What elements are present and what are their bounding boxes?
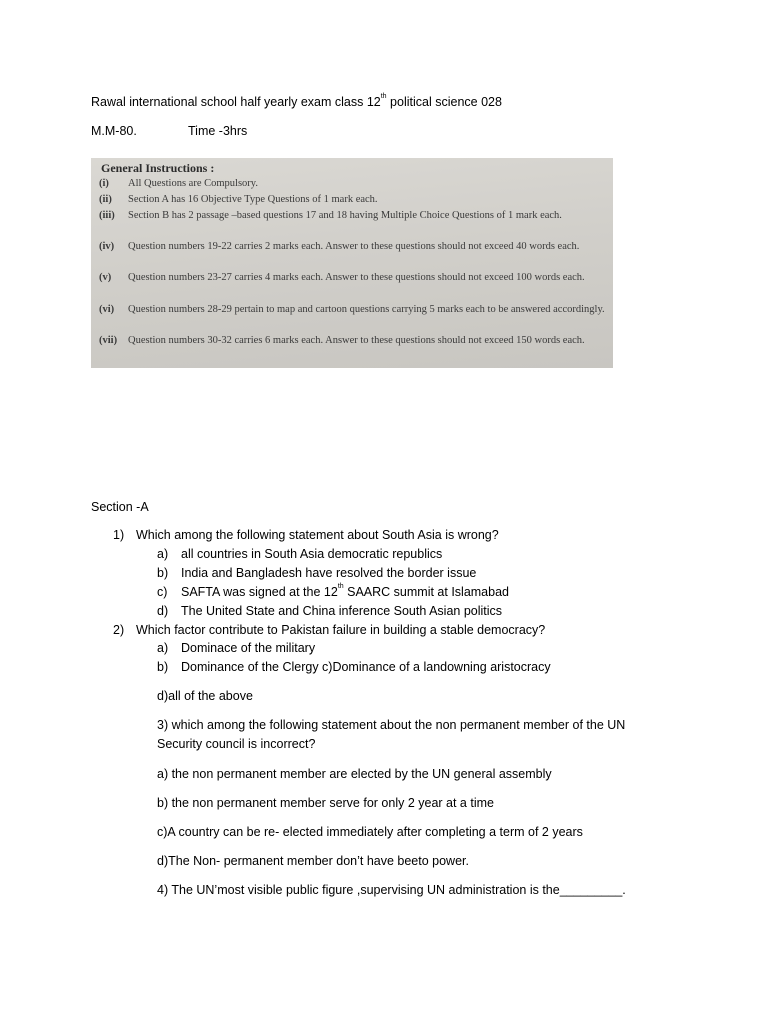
option-a: all countries in South Asia democratic republics (181, 547, 443, 561)
question-text: Which factor contribute to Pakistan failure in building a stable democracy? (136, 623, 546, 637)
section-title: Section -A (91, 500, 149, 514)
option-b-c: Dominance of the Clergy c)Dominance of a landowning aristocracy (181, 660, 551, 674)
option-a: a) the non permanent member are elected by the UN general assembly (157, 767, 552, 781)
option-marker: a) (157, 547, 169, 561)
option-d: d)all of the above (157, 689, 253, 703)
general-instructions-photo: General Instructions : (i) All Questions are Compulsory. (ii) Section A has 16 Objective Type Questions of 1 mark each. (iii) Section B has 2 passage –based questions 17 and 18 having Multiple Choice Questions of 1 mark each. (iv) Question numbers 19-22 carries 2 marks each. Answer to these questions should not exceed 40 words each. (v) Question numbers 23-27 carries 4 marks each. Answer to these questions should not exceed 100 words each. (vi) Question numbers 28-29 pertain to map and cartoon questions carrying 5 marks each to be answered accordingly. (vii) Question numbers 30-32 carries 6 marks each. Answer to these questions should not exceed 150 words each. (91, 158, 613, 368)
option-b: b) the non permanent member serve for only 2 year at a time (157, 796, 494, 810)
option-marker: d) (157, 604, 169, 618)
option-c: SAFTA was signed at the 12th SAARC summit at Islamabad (181, 583, 509, 599)
option-marker: a) (157, 641, 169, 655)
option-c: c)A country can be re- elected immediately after completing a term of 2 years (157, 825, 583, 839)
question-number: 1) (113, 528, 125, 542)
max-marks: M.M-80. (91, 124, 137, 138)
option-marker: c) (157, 585, 168, 599)
question-text-cont: Security council is incorrect? (157, 737, 316, 751)
option-marker: b) (157, 566, 169, 580)
question-text: 4) The UN’most visible public figure ,supervising UN administration is the_________. (157, 883, 626, 897)
exam-title: Rawal international school half yearly exam class 12th political science 028 (91, 93, 502, 109)
instructions-title: General Instructions : (101, 161, 215, 175)
question-text: 3) which among the following statement about the non permanent member of the UN (157, 718, 626, 732)
option-a: Dominace of the military (181, 641, 316, 655)
option-d: The United State and China inference South Asian politics (181, 604, 503, 618)
question-number: 2) (113, 623, 125, 637)
time-allowed: Time -3hrs (188, 124, 248, 138)
option-b: India and Bangladesh have resolved the border issue (181, 566, 477, 580)
option-marker: b) (157, 660, 169, 674)
option-d: d)The Non- permanent member don’t have beeto power. (157, 854, 469, 868)
question-text: Which among the following statement about South Asia is wrong? (136, 528, 499, 542)
